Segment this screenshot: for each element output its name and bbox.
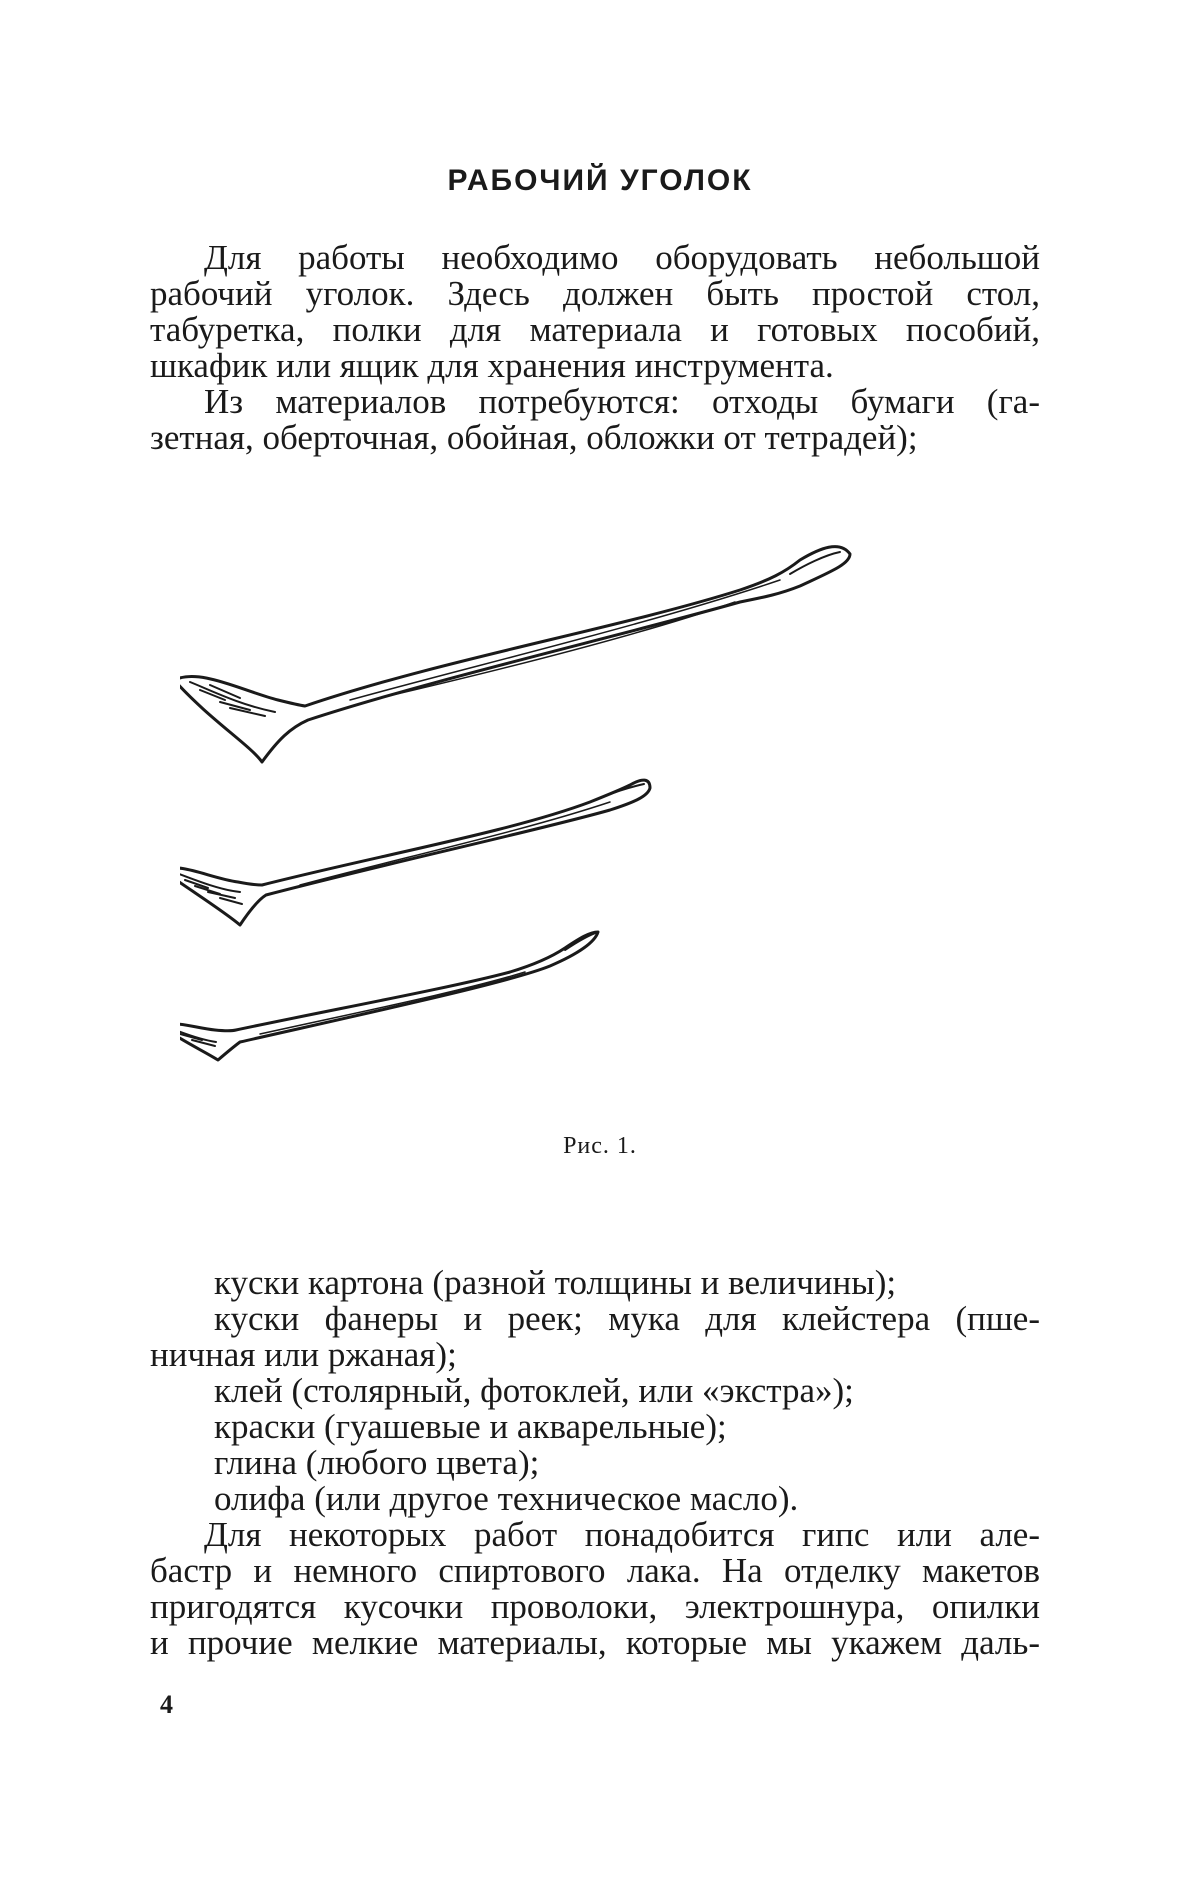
figure-caption: Рис. 1. (0, 1133, 1200, 1160)
page-number: 4 (160, 1690, 173, 1720)
text-line: и прочие мелкие материалы, которые мы укажем даль- (150, 1625, 1040, 1661)
text-line: табуретка, полки для материала и готовых пособий, (150, 312, 1040, 348)
materials-list (150, 1265, 1040, 1517)
spatulas-illustration (180, 540, 1040, 1120)
list-item: краски (гуашевые и акварельные); (150, 1409, 1040, 1445)
text-line: Из материалов потребуются: отходы бумаги (га- (150, 384, 1040, 420)
text-line: пригодятся кусочки проволоки, электрошнура, опилки (150, 1589, 1040, 1625)
text-line: шкафик или ящик для хранения инструмента. (150, 348, 1040, 384)
large-spatula (180, 547, 850, 762)
text-line: Для работы необходимо оборудовать небольшой (150, 240, 1040, 276)
text-line: Для некоторых работ понадобится гипс или але- (150, 1517, 1040, 1553)
text-line: бастр и немного спиртового лака. На отделку макетов (150, 1553, 1040, 1589)
list-item: олифа (или другое техническое масло). (150, 1481, 1040, 1517)
list-item: глина (любого цвета); (150, 1445, 1040, 1481)
text-line: рабочий уголок. Здесь должен быть простой стол, (150, 276, 1040, 312)
medium-spatula (180, 780, 650, 925)
list-item: куски фанеры и реек; мука для клейстера (пше- (150, 1301, 1040, 1337)
list-item-continuation: ничная или ржаная); (150, 1337, 1040, 1373)
closing-paragraph (150, 1517, 1040, 1661)
intro-paragraph (150, 240, 1040, 384)
materials-paragraph (150, 384, 1040, 456)
text-line: зетная, оберточная, обойная, обложки от тетрадей); (150, 420, 1040, 456)
section-heading: РАБОЧИЙ УГОЛОК (0, 164, 1200, 198)
list-item: клей (столярный, фотоклей, или «экстра»); (150, 1373, 1040, 1409)
list-item: куски картона (разной толщины и величины); (150, 1265, 1040, 1301)
small-spatula (180, 932, 598, 1060)
book-page (0, 0, 1200, 1880)
